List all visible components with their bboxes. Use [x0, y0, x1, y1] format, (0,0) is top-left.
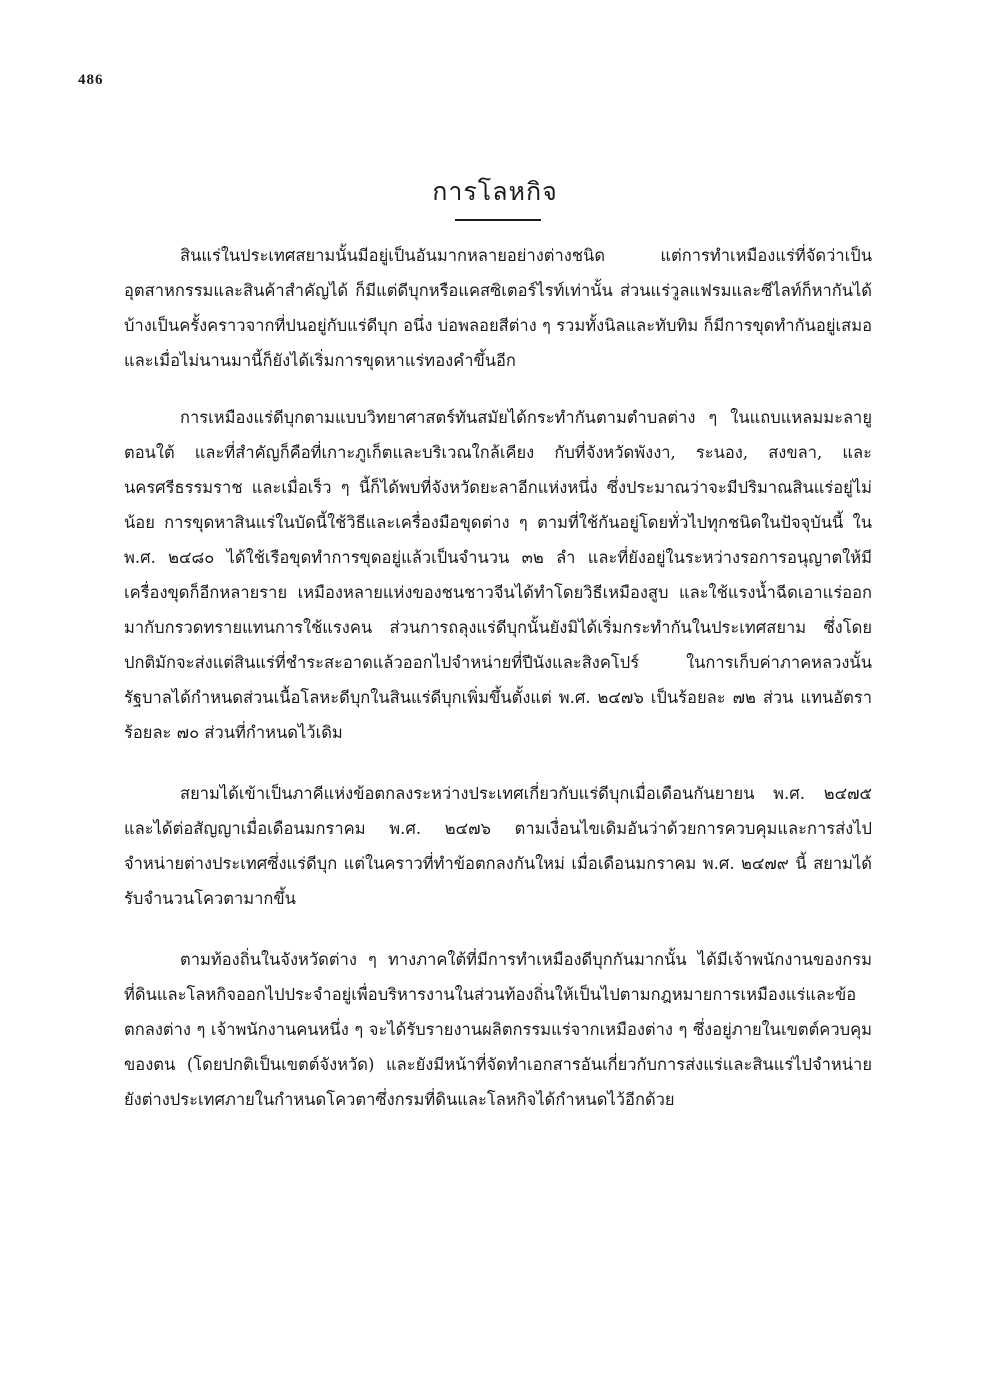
paragraph-tin-mining: การเหมืองแร่ดีบุกตามแบบวิทยาศาสตร์ทันสมัยได้กระทำกันตามตำบลต่าง ๆ ในแถบแหลมมะลายูตอนใต้ และที่สำคัญก็คือที่เกาะภูเก็ตและบริเวณใกล้เคียง กับที่จังหวัดพังงา, ระนอง, สงขลา, และนครศรีธรรมราช และเมื่อเร็ว ๆ นี้ก็ได้พบที่จังหวัดยะลาอีกแห่งหนึ่ง ซึ่งประมาณว่าจะมีปริมาณสินแร่อยู่ไม่น้อย การขุดหาสินแร่ในบัดนี้ใช้วิธีและเครื่องมือขุดต่าง ๆ ตามที่ใช้กันอยู่โดยทั่วไปทุกชนิดในปัจจุบันนี้ ใน พ.ศ. ๒๔๘๐ ได้ใช้เรือขุดทำการขุดอยู่แล้วเป็นจำนวน ๓๒ ลำ และที่ยังอยู่ในระหว่างรอการอนุญาตให้มีเครื่องขุดก็อีกหลายราย เหมืองหลายแห่งของชนชาวจีนได้ทำโดยวิธีเหมืองสูบ และใช้แรงน้ำฉีดเอาแร่ออกมากับกรวดทรายแทนการใช้แรงคน ส่วนการถลุงแร่ดีบุกนั้นยังมิได้เริ่มกระทำกันในประเทศสยาม ซึ่งโดยปกติมักจะส่งแต่สินแร่ที่ชำระสะอาดแล้วออกไปจำหน่ายที่ปีนังและสิงคโปร์ ในการเก็บค่าภาคหลวงนั้น รัฐบาลได้กำหนดส่วนเนื้อโลหะดีบุกในสินแร่ดีบุกเพิ่มขึ้นตั้งแต่ พ.ศ. ๒๔๗๖ เป็นร้อยละ ๗๒ ส่วน แทนอัตราร้อยละ ๗๐ ส่วนที่กำหนดไว้เดิม	[124, 408, 872, 742]
page-title: การโลหกิจ	[432, 177, 558, 206]
paragraph-tin-agreement: สยามได้เข้าเป็นภาคีแห่งข้อตกลงระหว่างประเทศเกี่ยวกับแร่ดีบุกเมื่อเดือนกันยายน พ.ศ. ๒๔๗๕ และได้ต่อสัญญาเมื่อเดือนมกราคม พ.ศ. ๒๔๗๖ ตามเงื่อนไขเดิมอันว่าด้วยการควบคุมและการส่งไปจำหน่ายต่างประเทศซึ่งแร่ดีบุก แต่ในคราวที่ทำข้อตกลงกันใหม่ เมื่อเดือนมกราคม พ.ศ. ๒๔๗๙ นี้ สยามได้รับจำนวนโควตามากขึ้น	[124, 784, 872, 908]
page-number: 486	[78, 72, 104, 88]
title-underline	[455, 219, 541, 221]
body-text	[124, 228, 872, 1117]
paragraph-minerals-overview: สินแร่ในประเทศสยามนั้นมีอยู่เป็นอันมากหลายอย่างต่างชนิด แต่การทำเหมืองแร่ที่จัดว่าเป็นอุตสาหกรรมและสินค้าสำคัญได้ ก็มีแต่ดีบุกหรือแคสซิเตอร์ไรท์เท่านั้น ส่วนแร่วูลแฟรมและซีไลท์ก็หากันได้บ้างเป็นครั้งคราวจากที่ปนอยู่กับแร่ดีบุก อนึ่ง บ่อพลอยสีต่าง ๆ รวมทั้งนิลและทับทิม ก็มีการขุดทำกันอยู่เสมอ และเมื่อไม่นานมานี้ก็ยังได้เริ่มการขุดหาแร่ทองคำขึ้นอีก	[124, 246, 872, 370]
paragraph-local-administration: ตามท้องถิ่นในจังหวัดต่าง ๆ ทางภาคใต้ที่มีการทำเหมืองดีบุกกันมากนั้น ได้มีเจ้าพนักงานของกรมที่ดินและโลหกิจออกไปประจำอยู่เพื่อบริหารงานในส่วนท้องถิ่นให้เป็นไปตามกฎหมายการเหมืองแร่และข้อตกลงต่าง ๆ เจ้าพนักงานคนหนึ่ง ๆ จะได้รับรายงานผลิตกรรมแร่จากเหมืองต่าง ๆ ซึ่งอยู่ภายในเขตต์ควบคุมของตน (โดยปกติเป็นเขตต์จังหวัด) และยังมีหน้าที่จัดทำเอกสารอันเกี่ยวกับการส่งแร่และสินแร่ไปจำหน่ายยังต่างประเทศภายในกำหนดโควตาซึ่งกรมที่ดินและโลหกิจได้กำหนดไว้อีกด้วย	[124, 950, 872, 1109]
